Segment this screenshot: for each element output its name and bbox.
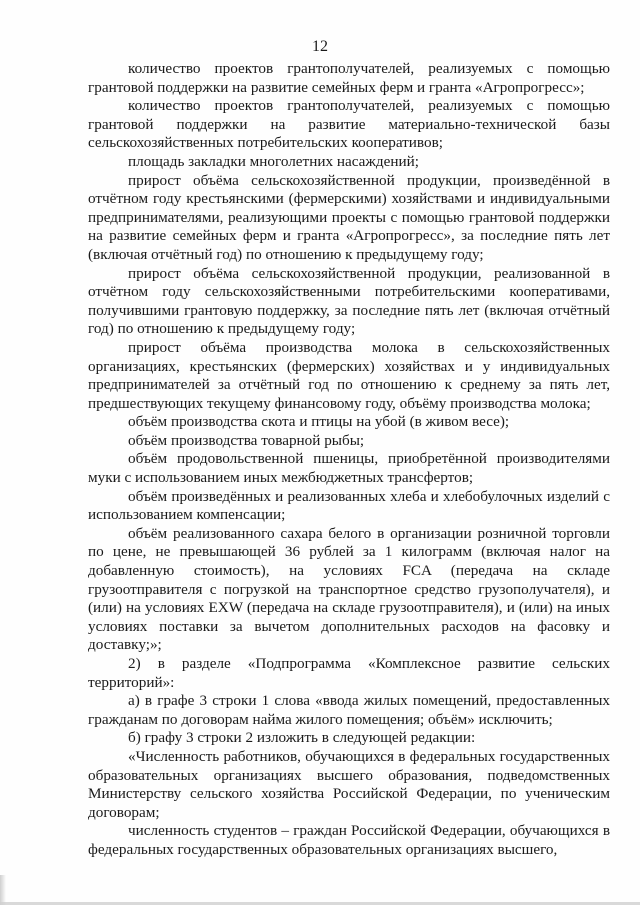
paragraph-14: б) графу 3 строки 2 изложить в следующей редакции: xyxy=(128,729,476,747)
paragraph-11: объём реализованного сахара белого в организации розничной торговли по цене, не превышающей 36 рублей за 1 килограмм (включая налог на добавленную стоимость), на условиях FCA (передача на складе грузоотправителя с погрузкой на транспортное средство грузополучателя), и (или) на условиях EXW (передача на складе грузоотправителя), и (или) на иных условиях поставки за вычетом дополнительных расходов на фасовку и доставку;»; xyxy=(88,524,610,654)
paragraph-13: а) в графе 3 строки 1 слова «ввода жилых помещений, предоставленных гражданам по договорам найма жилого помещения; объём» исключить; xyxy=(88,692,610,728)
page-number: 12 xyxy=(312,38,328,55)
paragraph-3: площадь закладки многолетних насаждений; xyxy=(128,152,419,170)
paragraph-7: объём производства скота и птицы на убой (в живом весе); xyxy=(128,413,510,431)
paragraph-8: объём производства товарной рыбы; xyxy=(128,431,365,449)
paragraph-16: численность студентов – граждан Российской Федерации, обучающихся в федеральных государственных образовательных организациях высшего, xyxy=(88,822,610,858)
paragraph-1: количество проектов грантополучателей, реализуемых с помощью грантовой поддержки на развитие семейных ферм и гранта «Агропрогресс»; xyxy=(88,60,610,96)
paragraph-6: прирост объёма производства молока в сельскохозяйственных организациях, крестьянских (фермерских) хозяйствах и у индивидуальных предпринимателей за отчётный год по отношению к среднему за пять лет, предшествующих текущему финансовому году, объёму производства молока; xyxy=(88,338,610,412)
paragraph-9: объём продовольственной пшеницы, приобретённой производителями муки с использованием иных межбюджетных трансфертов; xyxy=(88,450,610,487)
paragraph-10: объём произведённых и реализованных хлеба и хлебобулочных изделий с использованием компенсации; xyxy=(88,487,610,524)
paragraph-12: 2) в разделе «Подпрограмма «Комплексное развитие сельских территорий»: xyxy=(88,655,610,691)
paragraph-15: «Численность работников, обучающихся в федеральных государственных образовательных организациях высшего образования, подведомственных Министерству сельского хозяйства Российской Федерации, по ученическим договорам; xyxy=(88,747,610,821)
scan-corner-shadow xyxy=(0,875,6,905)
paragraph-4: прирост объёма сельскохозяйственной продукции, произведённой в отчётном году крестьянскими (фермерскими) хозяйствами и индивидуальными предпринимателями, реализующими проекты с помощью грантовой поддержки на развитие семейных ферм и гранта «Агропрогресс», за последние пять лет (включая отчётный год) по отношению к предыдущему году; xyxy=(88,171,610,263)
paragraph-2: количество проектов грантополучателей, реализуемых с помощью грантовой поддержки на развитие материально-технической базы сельскохозяйственных потребительских кооперативов; xyxy=(88,97,610,152)
paragraph-5: прирост объёма сельскохозяйственной продукции, реализованной в отчётном году сельскохозяйственными потребительскими кооперативами, получившими грантовую поддержку, за последние пять лет (включая отчётный год) по отношению к предыдущему году; xyxy=(88,264,610,338)
document-body xyxy=(88,60,610,860)
